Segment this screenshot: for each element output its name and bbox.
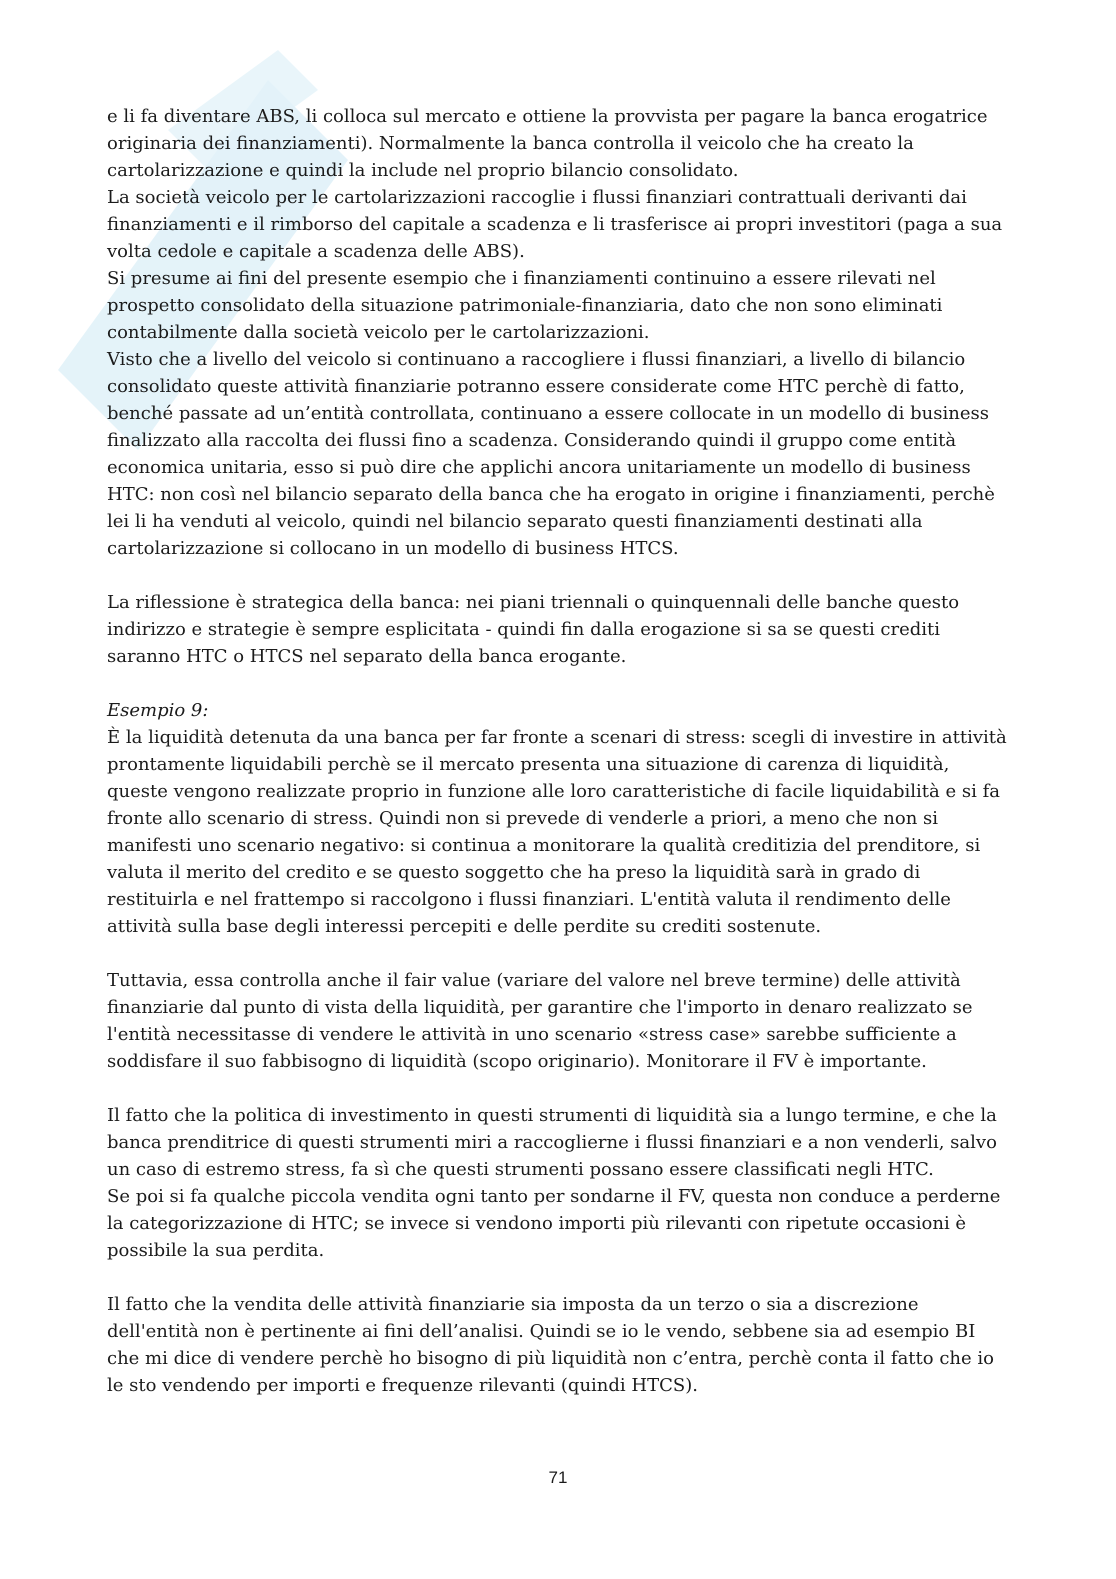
paragraph-gap — [107, 1264, 1012, 1291]
page-number: 71 — [548, 1468, 568, 1487]
paragraph-gap — [107, 940, 1012, 967]
paragraph-6: È la liquidità detenuta da una banca per far fronte a scenari di stress: scegli di investire in attività prontamente liquidabili perchè se il mercato presenta una situazione di carenza di liquidità, queste vengono realizzate proprio in funzione alle loro caratteristiche di facile liquidabilità e si fa fronte allo scenario di stress. Quindi non si prevede di venderle a priori, a meno che non si manifesti uno scenario negativo: si continua a monitorare la qualità creditizia del prenditore, si valuta il merito del credito e se questo soggetto che ha preso la liquidità sarà in grado di restituirla e nel frattempo si raccolgono i flussi finanziari. L'entità valuta il rendimento delle attività sulla base degli interessi percepiti e delle perdite su crediti sostenute. — [107, 727, 1007, 937]
paragraph-9: Se poi si fa qualche piccola vendita ogni tanto per sondarne il FV, questa non conduce a perderne la categorizzazione di HTC; se invece si vendono importi più rilevanti con ripetute occasioni è possibile la sua perdita. — [107, 1186, 1001, 1261]
paragraph-gap — [107, 562, 1012, 589]
paragraph-4: Visto che a livello del veicolo si continuano a raccogliere i flussi finanziari, a livello di bilancio consolidato queste attività finanziarie potranno essere considerate come HTC perchè di fatto, benché passate ad un’entità controllata, continuano a essere collocate in un modello di business finalizzato alla raccolta dei flussi fino a scadenza. Considerando quindi il gruppo come entità economica unitaria, esso si può dire che applichi ancora unitariamente un modello di business HTC: non così nel bilancio separato della banca che ha erogato in origine i finanziamenti, perchè lei li ha venduti al veicolo, quindi nel bilancio separato questi finanziamenti destinati alla cartolarizzazione si collocano in un modello di business HTCS. — [107, 349, 995, 559]
paragraph-7: Tuttavia, essa controlla anche il fair value (variare del valore nel breve termine) delle attività finanziarie dal punto di vista della liquidità, per garantire che l'importo in denaro realizzato se l'entità necessitasse di vendere le attività in uno scenario «stress case» sarebbe sufficiente a soddisfare il suo fabbisogno di liquidità (scopo originario). Monitorare il FV è importante. — [107, 970, 973, 1072]
paragraph-gap — [107, 670, 1012, 697]
paragraph-8: Il fatto che la politica di investimento in questi strumenti di liquidità sia a lungo termine, e che la banca prenditrice di questi strumenti miri a raccoglierne i flussi finanziari e a non venderli, salvo un caso di estremo stress, fa sì che questi strumenti possano essere classificati negli HTC. — [107, 1105, 997, 1180]
paragraph-10: Il fatto che la vendita delle attività finanziarie sia imposta da un terzo o sia a discrezione dell'entità non è pertinente ai fini dell’analisi. Quindi se io le vendo, sebbene sia ad esempio BI che mi dice di vendere perchè ho bisogno di più liquidità non c’entra, perchè conta il fatto che io le sto vendendo per importi e frequenze rilevanti (quindi HTCS). — [107, 1294, 994, 1396]
paragraph-5: La riflessione è strategica della banca: nei piani triennali o quinquennali delle banche questo indirizzo e strategie è sempre esplicitata - quindi fin dalla erogazione si sa se questi crediti saranno HTC o HTCS nel separato della banca erogante. — [107, 592, 960, 667]
example-label: Esempio 9: — [107, 700, 209, 721]
paragraph-1: e li fa diventare ABS, li colloca sul mercato e ottiene la provvista per pagare la banca erogatrice originaria dei finanziamenti). Normalmente la banca controlla il veicolo che ha creato la cartolarizzazione e quindi la include nel proprio bilancio consolidato. — [107, 106, 988, 181]
document-body — [107, 103, 1012, 1399]
paragraph-2: La società veicolo per le cartolarizzazioni raccoglie i flussi finanziari contrattuali derivanti dai finanziamenti e il rimborso del capitale a scadenza e li trasferisce ai propri investitori (paga a sua volta cedole e capitale a scadenza delle ABS). — [107, 187, 1003, 262]
paragraph-gap — [107, 1075, 1012, 1102]
paragraph-3: Si presume ai fini del presente esempio che i finanziamenti continuino a essere rilevati nel prospetto consolidato della situazione patrimoniale-finanziaria, dato che non sono eliminati contabilmente dalla società veicolo per le cartolarizzazioni. — [107, 268, 943, 343]
